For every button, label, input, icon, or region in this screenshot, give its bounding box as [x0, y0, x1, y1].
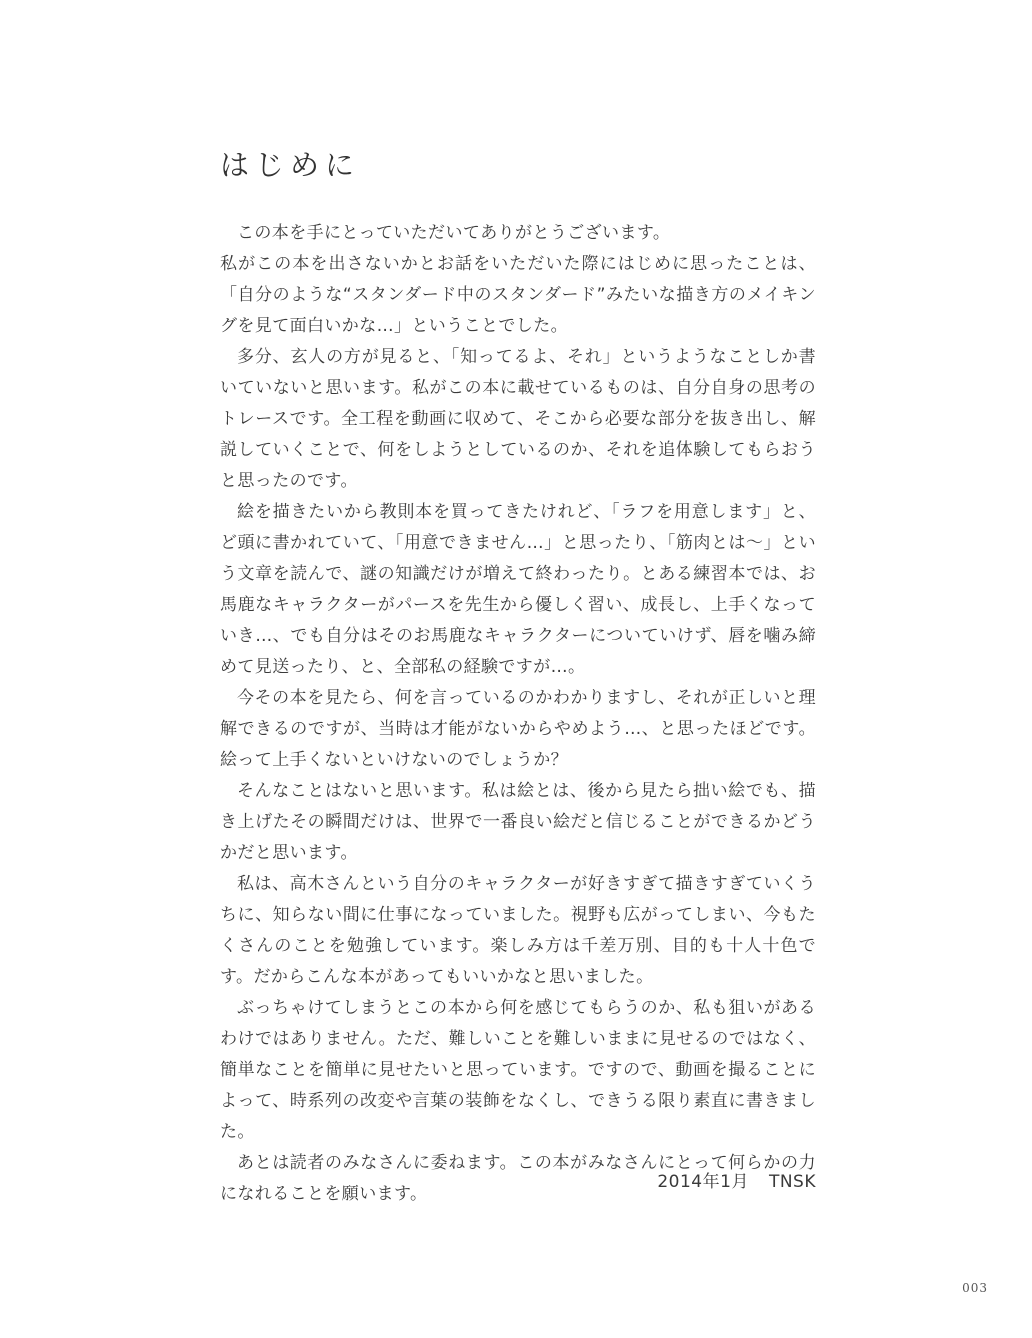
paragraph-7: 私は、高木さんという自分のキャラクターが好きすぎて描きすぎていくうちに、知らない間に仕事になっていました。視野も広がってしまい、今もたくさんのことを勉強しています。楽しみ方は千差万別、目的も十人十色です。だからこんな本があってもいいかなと思いました。	[220, 874, 816, 987]
paragraph-2: 私がこの本を出さないかとお話をいただいた際にはじめに思ったことは、「自分のような“スタンダード中のスタンダード”みたいな描き方のメイキングを見て面白いかな…」ということでした。	[220, 254, 816, 336]
signature-date: 2014年1月	[657, 1172, 749, 1192]
page-title: はじめに	[220, 148, 361, 182]
paragraph-5: 今その本を見たら、何を言っているのかわかりますし、それが正しいと理解できるのですが、当時は才能がないからやめよう…、と思ったほどです。絵って上手くないといけないのでしょうか？	[220, 688, 816, 770]
signature-author: TNSK	[768, 1172, 816, 1192]
paragraph-1: この本を手にとっていただいてありがとうございます。	[237, 223, 671, 243]
page-number: 003	[962, 1281, 988, 1295]
paragraph-8: ぶっちゃけてしまうとこの本から何を感じてもらうのか、私も狙いがあるわけではありません。ただ、難しいことを難しいままに見せるのではなく、簡単なことを簡単に見せたいと思っています。ですので、動画を撮ることによって、時系列の改変や言葉の装飾をなくし、できうる限り素直に書きました。	[220, 998, 816, 1142]
paragraph-4: 絵を描きたいから教則本を買ってきたけれど、「ラフを用意します」と、ど頭に書かれていて、「用意できません…」と思ったり、「筋肉とは〜」という文章を読んで、謎の知識だけが増えて終わったり。とある練習本では、お馬鹿なキャラクターがパースを先生から優しく習い、成長し、上手くなっていき…、でも自分はそのお馬鹿なキャラクターについていけず、唇を噛み締めて見送ったり、と、全部私の経験ですが…。	[220, 502, 816, 677]
paragraph-6: そんなことはないと思います。私は絵とは、後から見たら拙い絵でも、描き上げたその瞬間だけは、世界で一番良い絵だと信じることができるかどうかだと思います。	[220, 781, 816, 863]
signature	[657, 1167, 816, 1192]
body-text	[220, 218, 816, 1210]
paragraph-9: あとは読者のみなさんに委ねます。この本がみなさんにとって何らかの力になれることを願います。	[220, 1153, 816, 1204]
paragraph-3: 多分、玄人の方が見ると、「知ってるよ、それ」というようなことしか書いていないと思います。私がこの本に載せているものは、自分自身の思考のトレースです。全工程を動画に収めて、そこから必要な部分を抜き出し、解説していくことで、何をしようとしているのか、それを追体験してもらおうと思ったのです。	[220, 347, 816, 491]
